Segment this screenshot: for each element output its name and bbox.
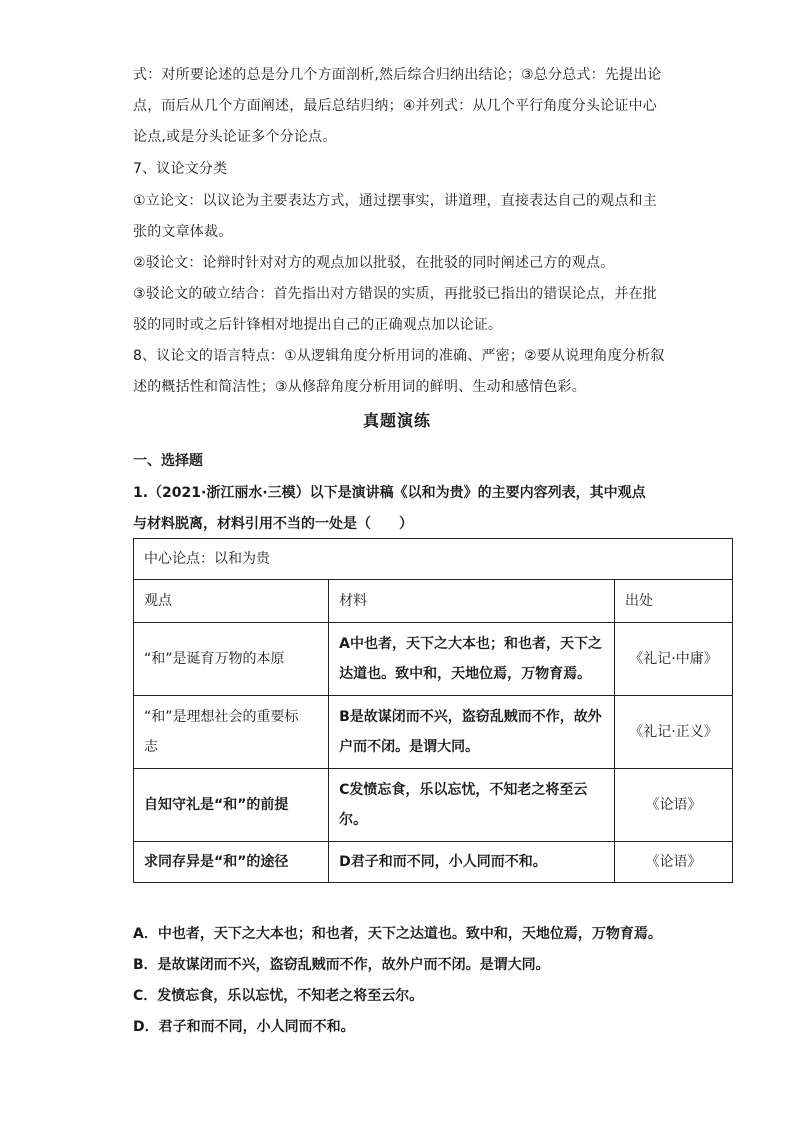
text-line: 张的文章体裁。 (133, 224, 233, 240)
view-cell (134, 842, 329, 883)
material-cell (329, 696, 615, 769)
question-type-heading: 一、选择题 (133, 453, 203, 469)
option-a[interactable]: A．中也者，天下之大本也；和也者，天下之达道也。致中和，天地位焉，万物育焉。 (133, 926, 662, 942)
text-line: ②驳论文：论辩时针对对方的观点加以批驳，在批驳的同时阐述己方的观点。 (133, 255, 615, 271)
cell-line: 自知守礼是“和”的前提 (144, 797, 289, 813)
table-row (134, 696, 733, 769)
table-column-row (134, 580, 733, 623)
text-line: 与材料脱离，材料引用不当的一处是（ ） (133, 516, 413, 532)
table-row (134, 842, 733, 883)
text-line: 论点,或是分头论证多个分论点。 (133, 129, 337, 145)
view-cell (134, 769, 329, 842)
cell-line: C发愤忘食，乐以忘忧，不知老之将至云 (339, 782, 588, 798)
item7-heading (133, 154, 663, 185)
content-table (133, 538, 733, 883)
answer-options (133, 919, 662, 1043)
question-stem (133, 478, 693, 540)
view-cell (134, 696, 329, 769)
source-cell: 《礼记·中庸》 (615, 623, 733, 696)
text-line: ③驳论文的破立结合：首先指出对方错误的实质，再批驳已指出的错误论点，并在批 (133, 286, 657, 302)
cell-line: “和”是理想社会的重要标 (144, 709, 299, 725)
intro-paragraph (133, 60, 663, 153)
item7-paragraph-2 (133, 248, 663, 279)
cell-line: A中也者，天下之大本也；和也者，天下之 (339, 636, 602, 652)
table-header-row (134, 539, 733, 580)
cell-line: 户而不闭。是谓大同。 (339, 739, 480, 755)
column-header-source: 出处 (615, 580, 733, 623)
cell-line: D君子和而不同，小人同而不和。 (339, 854, 547, 870)
item7-paragraph-1 (133, 186, 663, 248)
source-cell: 《礼记·正义》 (615, 696, 733, 769)
item8-paragraph (133, 341, 663, 403)
cell-line: 志 (144, 739, 158, 755)
cell-line: “和”是诞育万物的本原 (144, 651, 285, 667)
column-header-material: 材料 (329, 580, 615, 623)
text-line: 式：对所要论述的总是分几个方面剖析,然后综合归纳出结论；③总分总式：先提出论 (133, 67, 662, 83)
view-cell (134, 623, 329, 696)
text-line: 7、议论文分类 (133, 161, 228, 177)
table-header-cell: 中心论点：以和为贵 (134, 539, 733, 580)
material-cell (329, 769, 615, 842)
text-line: 驳的同时或之后针锋相对地提出自己的正确观点加以论证。 (133, 317, 503, 333)
cell-line: 求同存异是“和”的途径 (144, 854, 289, 870)
material-cell (329, 842, 615, 883)
item7-paragraph-3 (133, 279, 663, 341)
cell-line: 达道也。致中和，天地位焉，万物育焉。 (339, 666, 592, 682)
section-title: 真题演练 (362, 411, 431, 430)
text-line: ①立论文：以议论为主要表达方式，通过摆事实，讲道理，直接表达自己的观点和主 (133, 193, 657, 209)
option-c[interactable]: C．发愤忘食，乐以忘忧，不知老之将至云尔。 (133, 988, 424, 1004)
option-d[interactable]: D．君子和而不同，小人同而不和。 (133, 1019, 355, 1035)
cell-line: B是故谋闭而不兴，盗窃乱贼而不作，故外 (339, 709, 602, 725)
text-line: 述的概括性和简洁性；③从修辞角度分析用词的鲜明、生动和感情色彩。 (133, 379, 586, 395)
table-row (134, 623, 733, 696)
material-cell (329, 623, 615, 696)
column-header-view: 观点 (134, 580, 329, 623)
text-line: 1.（2021·浙江丽水·三模）以下是演讲稿《以和为贵》的主要内容列表，其中观点 (133, 485, 646, 501)
option-b[interactable]: B．是故谋闭而不兴，盗窃乱贼而不作，故外户而不闭。是谓大同。 (133, 957, 550, 973)
source-cell: 《论语》 (615, 842, 733, 883)
source-cell: 《论语》 (615, 769, 733, 842)
cell-line: 尔。 (339, 812, 368, 828)
text-line: 点，而后从几个方面阐述，最后总结归纳；④并列式：从几个平行角度分头论证中心 (133, 98, 657, 114)
text-line: 8、议论文的语言特点：①从逻辑角度分析用词的准确、严密；②要从说理角度分析叙 (133, 348, 665, 364)
table-row (134, 769, 733, 842)
